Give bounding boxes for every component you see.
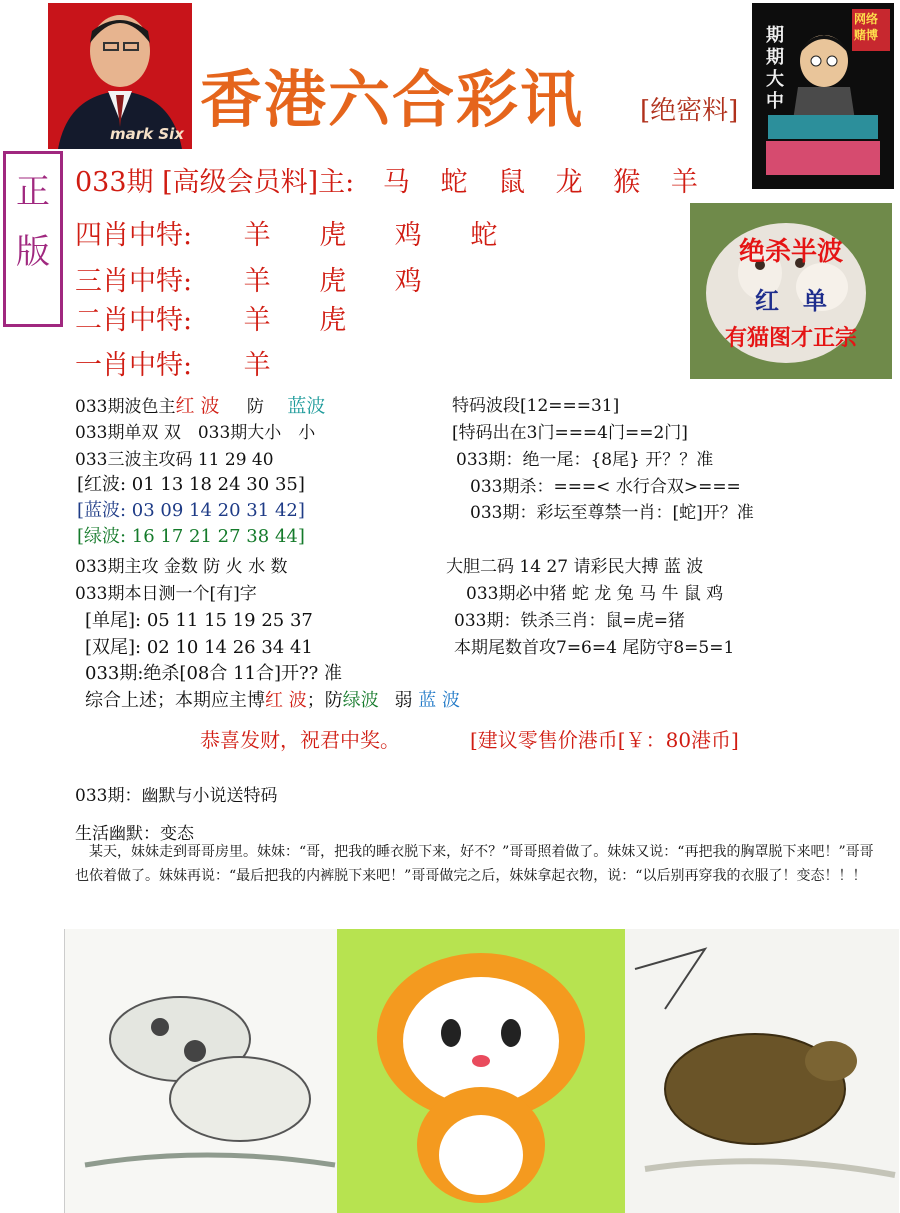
summary-weak-b: 波 — [441, 690, 460, 711]
attack-line: 033期主攻 金数 防 火 水 数 — [75, 557, 288, 577]
tier-two — [75, 298, 386, 337]
wave-guard: 蓝波 — [287, 395, 326, 417]
tier-label: 一肖中特: — [75, 350, 193, 381]
zodiac: 羊 — [243, 305, 271, 336]
blue-wave-numbers: [蓝波: 03 09 14 20 31 42] — [77, 500, 305, 521]
zodiac: 猴 — [613, 167, 641, 198]
cartoon-caption: 期期大中 — [766, 25, 784, 112]
cartoon-image — [752, 3, 894, 189]
zodiac: 羊 — [670, 167, 698, 198]
spokesman-photo — [48, 3, 192, 149]
promo-line-1: 绝杀半波 — [738, 237, 843, 267]
zodiac: 蛇 — [440, 167, 468, 198]
tier-label: 三肖中特: — [75, 266, 193, 297]
story-body: 某天，妹妹走到哥哥房里。妹妹：“哥，把我的睡衣脱下来，好不？”哥哥照着做了。妹妹又说：“再把我的胸罩脱下来吧！”哥哥也依着做了。妹妹再说：“最后把我的内裤脱下来吧！”哥哥做完之后，妹妹拿起衣物，说：“以后别再穿我的衣服了！变态！！！ — [75, 844, 874, 884]
wave-guard-label: 防 — [246, 397, 264, 417]
cartoon-sign: 网络赌博 — [854, 12, 879, 42]
red-wave-numbers: [红波: 01 13 18 24 30 35] — [77, 474, 305, 495]
zodiac: 虎 — [319, 305, 347, 336]
forbidden-line: 033期：彩坛至尊禁一肖：[蛇]开？准 — [470, 503, 754, 523]
price-text: [建议零售价港币[￥：80港币] — [470, 728, 739, 752]
tier-label: 四肖中特: — [75, 220, 193, 251]
issue-label: 033期 [高级会员料]主: — [75, 167, 355, 198]
summary-mid: ；防 — [306, 690, 343, 711]
issue-main-zodiacs — [75, 160, 720, 199]
zodiac: 羊 — [243, 220, 271, 251]
zodiac: 龙 — [555, 167, 583, 198]
story-heading: 生活幽默：变态 — [75, 824, 194, 844]
must-hit-line: 033期必中猪 蛇 龙 兔 马 牛 鼠 鸡 — [466, 584, 724, 604]
zodiac: 蛇 — [470, 220, 498, 251]
page-title: 香港六合彩讯 — [200, 63, 585, 136]
story-section-title: 033期：幽默与小说送特码 — [75, 786, 278, 806]
zodiac: 鼠 — [498, 167, 526, 198]
promo-cat-image — [690, 203, 892, 379]
wave-color-line — [75, 391, 325, 418]
zodiac: 马 — [382, 167, 410, 198]
odd-even-line: 033期单双 双 033期大小 小 — [75, 423, 316, 443]
summary-line — [85, 686, 460, 712]
ox-painting — [625, 929, 899, 1213]
double-tail-line: [双尾]: 02 10 14 26 34 41 — [85, 637, 313, 658]
zodiac: 羊 — [243, 266, 271, 297]
wave-main: 红 波 — [175, 395, 220, 417]
pig-painting — [65, 929, 337, 1213]
summary-main: 红 波 — [265, 690, 307, 711]
zodiac: 鸡 — [394, 266, 422, 297]
zodiac: 羊 — [243, 350, 271, 381]
promo-line-3: 有猫图才正宗 — [724, 326, 857, 351]
kill-line: 033期:绝杀[08合 11合]开?? 准 — [85, 663, 343, 684]
summary-weak-label: 弱 — [394, 690, 413, 711]
edition-char-1: 正 — [16, 172, 50, 212]
tier-label: 二肖中特: — [75, 305, 193, 336]
wish-text: 恭喜发财，祝君中奖。 — [200, 728, 400, 752]
kill-element-line: 033期杀：===< 水行合双>=== — [470, 477, 741, 497]
title-suffix: [绝密料] — [640, 96, 739, 126]
tiger-cartoon — [337, 929, 625, 1213]
tier-four — [75, 213, 537, 252]
tier-one — [75, 343, 293, 382]
iron-kill-line: 033期：铁杀三肖：鼠=虎=猪 — [454, 611, 685, 631]
edition-char-2: 版 — [16, 232, 50, 272]
summary-guard: 绿波 — [342, 690, 379, 711]
tail-attack-line: 本期尾数首攻7=6=4 尾防守8=5=1 — [454, 638, 735, 658]
two-codes-line: 大胆二码 14 27 请彩民大搏 蓝 波 — [446, 557, 704, 577]
tier-three — [75, 259, 462, 298]
zodiac: 虎 — [319, 220, 347, 251]
special-door-line: [特码出在3门===4门==2门] — [452, 423, 688, 443]
edition-badge — [3, 151, 63, 327]
daily-guess-line: 033期本日测一个[有]字 — [75, 584, 257, 604]
zodiac: 虎 — [319, 266, 347, 297]
kill-tail-line: 033期：绝一尾：{8尾} 开？？准 — [456, 450, 714, 470]
promo-line-2: 红 单 — [755, 287, 827, 315]
zodiac-image-strip — [64, 929, 899, 1213]
single-tail-line: [单尾]: 05 11 15 19 25 37 — [85, 610, 313, 631]
green-wave-numbers: [绿波: 16 17 21 27 38 44] — [77, 526, 305, 547]
three-wave-line: 033三波主攻码 11 29 40 — [75, 450, 274, 470]
special-range-line: 特码波段[12===31] — [452, 396, 620, 416]
summary-weak-a: 蓝 — [418, 690, 437, 711]
summary-prefix: 综合上述；本期应主博 — [85, 690, 265, 711]
mark-six-logo: mark Six — [110, 125, 184, 143]
zodiac: 鸡 — [394, 220, 422, 251]
wave-prefix: 033期波色主 — [75, 397, 176, 417]
